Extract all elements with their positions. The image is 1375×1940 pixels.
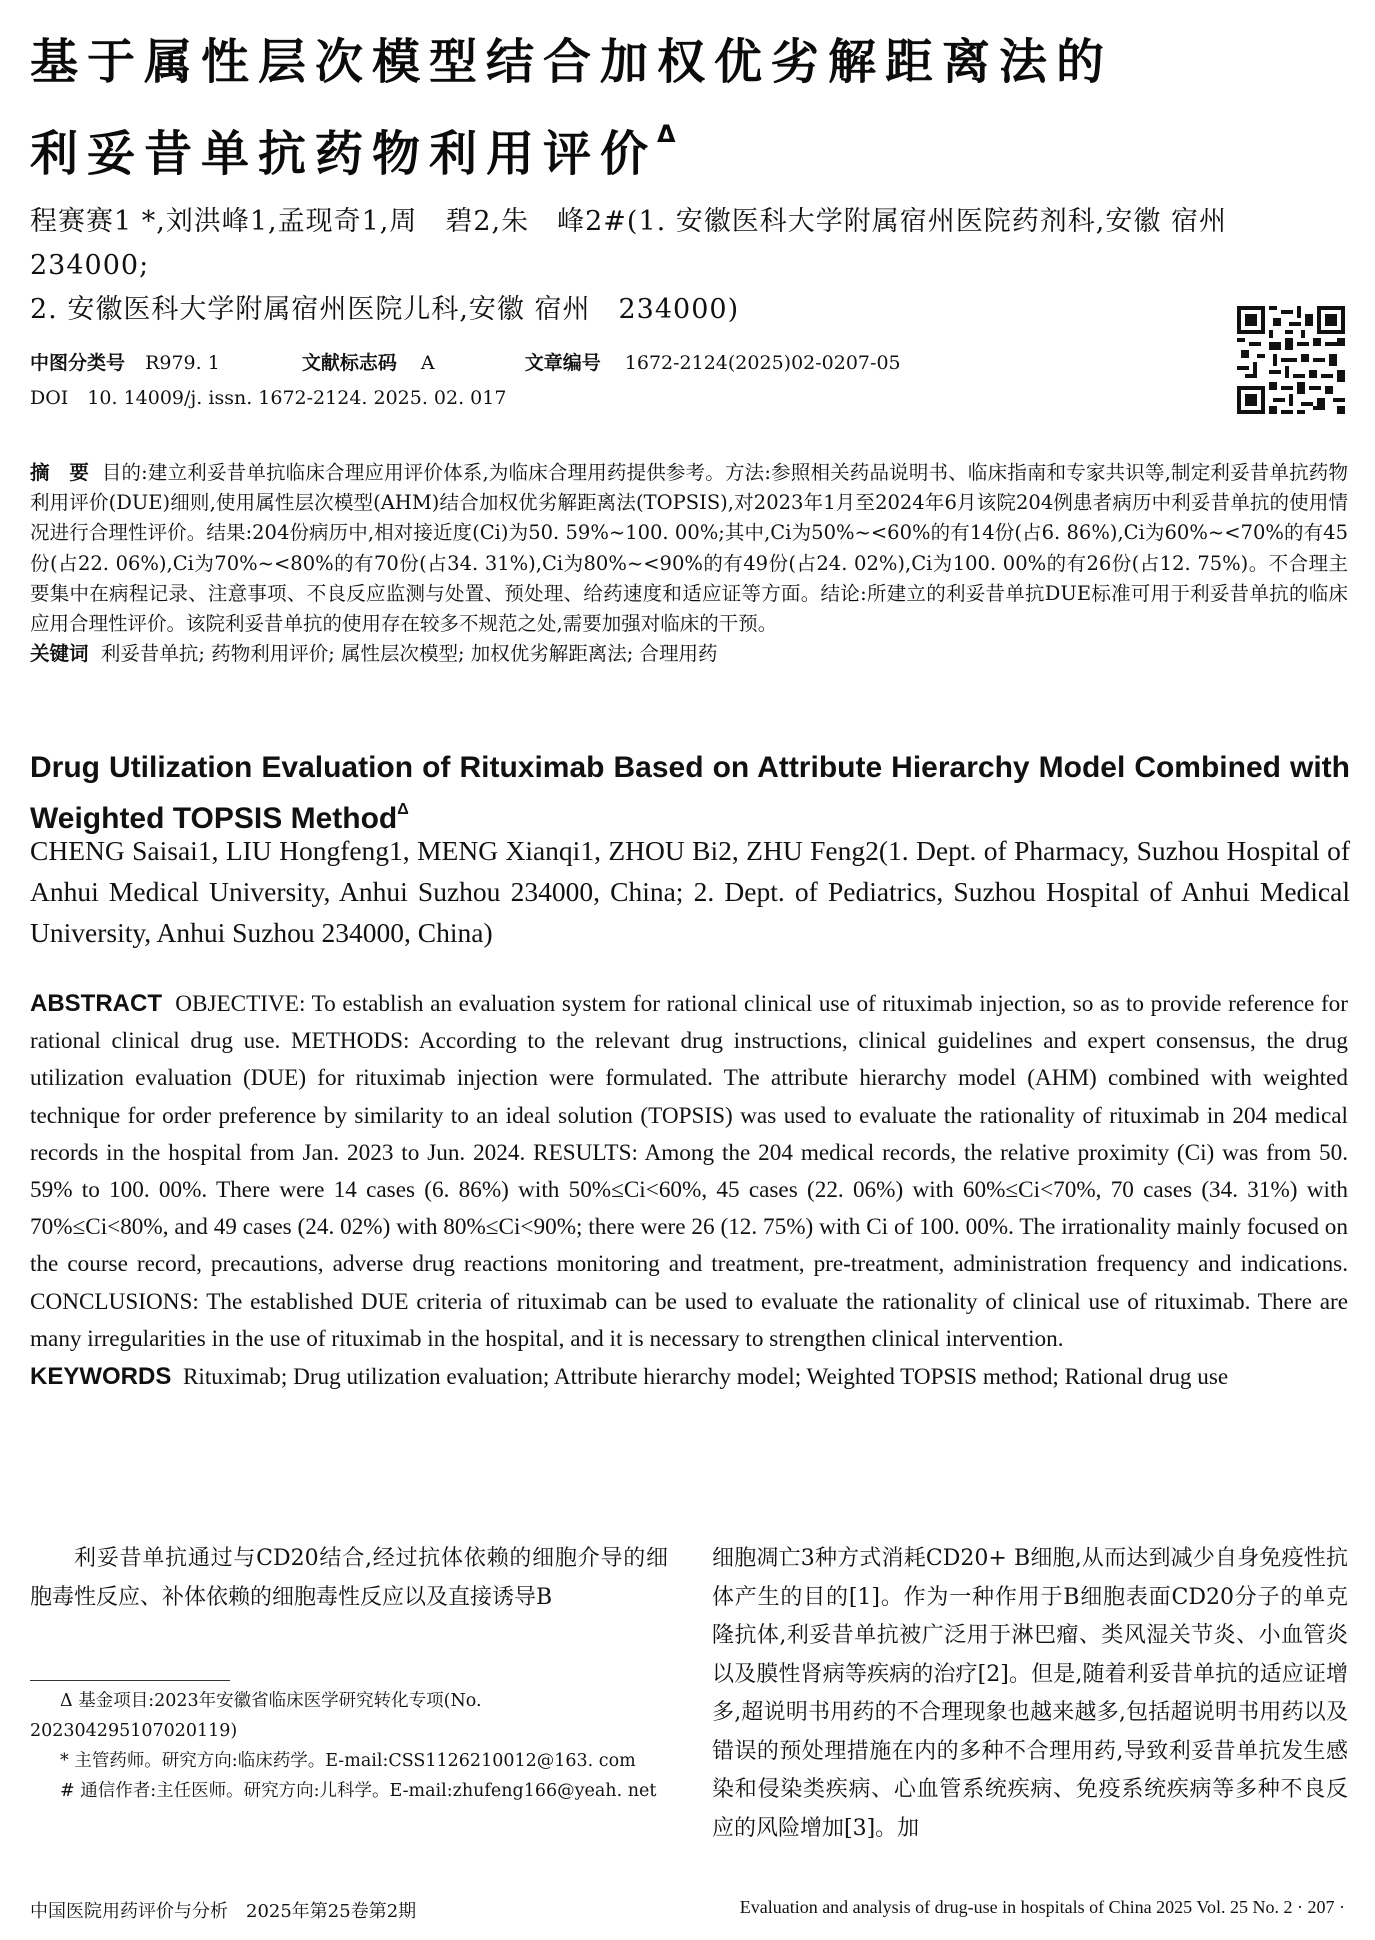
title-fund-mark: Δ — [657, 120, 676, 148]
keywords-en — [30, 1358, 1348, 1396]
clc-label: 中图分类号 — [30, 352, 126, 374]
article-number-label: 文章编号 — [524, 352, 601, 374]
abstract-en-label: ABSTRACT — [30, 990, 162, 1017]
qr-code-icon — [1237, 306, 1345, 414]
abstract-cn — [30, 458, 1348, 669]
authors-cn-line2: 2. 安徽医科大学附属宿州医院儿科,安徽 宿州 234000) — [30, 294, 740, 325]
article-title-en: Drug Utilization Evaluation of Rituximab Based on Attribute Hierarchy Model Combined with Weighted TOPSIS Method$^\Delta$ — [30, 751, 1350, 835]
keywords-cn-text: 利妥昔单抗; 药物利用评价; 属性层次模型; 加权优劣解距离法; 合理用药 — [100, 642, 718, 666]
footnote-divider — [30, 1680, 230, 1681]
clc-value: R979. 1 — [145, 352, 220, 374]
keywords-cn-label: 关键词 — [30, 642, 89, 666]
keywords-en-label: KEYWORDS — [30, 1363, 172, 1391]
title-cn-line2: 利妥昔单抗药物利用评价$^\Delta$ — [30, 120, 676, 182]
doi: DOI 10. 14009/j. issn. 1672-2124. 2025. 02. 017 — [30, 387, 507, 409]
abstract-cn-text: 目的:建立利妥昔单抗临床合理应用评价体系,为临床合理用药提供参考。方法:参照相关药品说明书、临床指南和专家共识等,制定利妥昔单抗药物利用评价(DUE)细则,使用属性层次模型(AHM)结合加权优劣解距离法(TOPSIS),对2023年1月至2024年6月该院204例患者病历中利妥昔单抗的使用情况进行合理性评价。结果:204份病历中,相对接近度(Ci)为50. 59%~100. 00%;其中,Ci为50%~<60%的有14份(占6. 86%),Ci为60%~<70%的有45份(占22. 06%),Ci为70%~<80%的有70份(占34. 31%),Ci为80%~<90%的有49份(占24. 02%),Ci为100. 00%的有26份(占12. 75%)。不合理主要集中在病程记录、注意事项、不良反应监测与处置、预处理、给药速度和适应证等方面。结论:所建立的利妥昔单抗DUE标准可用于利妥昔单抗的临床应用合理性评价。该院利妥昔单抗的使用存在较多不规范之处,需要加强对临床的干预。 — [30, 461, 1348, 636]
abstract-en — [30, 985, 1348, 1396]
title-en-fund-mark: Δ — [397, 801, 409, 818]
footnotes — [30, 1686, 668, 1806]
doc-code-value: A — [420, 352, 435, 374]
abstract-en-text: OBJECTIVE: To establish an evaluation system for rational clinical use of rituximab injection, so as to provide reference for rational clinical drug use. METHODS: According to the relevant drug instructions, clinical guidelines and expert consensus, the drug utilization evaluation (DUE) for rituximab injection were formulated. The attribute hierarchy model (AHM) combined with weighted technique for order preference by similarity to an ideal solution (TOPSIS) was used to evaluate the rationality of rituximab in 204 medical records in the hospital from Jan. 2023 to Jun. 2024. RESULTS: Among the 204 medical records, the relative proximity (Ci) was from 50. 59% to 100. 00%. There were 14 cases (6. 86%) with 50%≤Ci<60%, 45 cases (22. 06%) with 60%≤Ci<70%, 70 cases (34. 31%) with 70%≤Ci<80%, and 49 cases (24. 02%) with 80%≤Ci<90%; there were 26 (12. 75%) with Ci of 100. 00%. The irrationality mainly focused on the course record, precautions, adverse drug reactions monitoring and treatment, pre-treatment, administration frequency and indications. CONCLUSIONS: The established DUE criteria of rituximab can be used to evaluate the rationality of clinical use of rituximab. There are many irregularities in the use of rituximab in the hospital, and it is necessary to strengthen clinical intervention. — [30, 991, 1348, 1352]
authors-cn — [30, 200, 1350, 332]
title-cn-line1: 基于属性层次模型结合加权优劣解距离法的 — [30, 34, 1114, 90]
footnote-author: * 主管药师。研究方向:临床药学。E-mail:CSS1126210012@163. com — [60, 1751, 636, 1771]
authors-en: CHENG Saisai1, LIU Hongfeng1, MENG Xianqi1, ZHOU Bi2, ZHU Feng2(1. Dept. of Pharmacy, Suzhou Hospital of Anhui Medical University, Anhui Suzhou 234000, China; 2. Dept. of Pediatrics, Suzhou Hospital of Anhui Medical University, Anhui Suzhou 234000, China) — [30, 835, 1350, 948]
keywords-cn — [30, 639, 1348, 669]
journal-footer-en: Evaluation and analysis of drug-use in hospitals of China 2025 Vol. 25 No. 2 · 207 · — [739, 1897, 1345, 1917]
abstract-cn-label: 摘 要 — [30, 461, 90, 484]
keywords-en-text: Rituximab; Drug utilization evaluation; Attribute hierarchy model; Weighted TOPSIS method; Rational drug use — [182, 1364, 1229, 1391]
article-title-cn — [30, 26, 1350, 190]
footnote-fund: Δ 基金项目:2023年安徽省临床医学研究转化专项(No. 202304295107020119) — [30, 1691, 482, 1741]
journal-footer-cn: 中国医院用药评价与分析 2025年第25卷第2期 — [30, 1901, 417, 1922]
footnote-corresponding: # 通信作者:主任医师。研究方向:儿科学。E-mail:zhufeng166@yeah. net — [60, 1781, 657, 1801]
body-right-column: 细胞凋亡3种方式消耗CD20+ B细胞,从而达到减少自身免疫性抗体产生的目的[1]。作为一种作用于B细胞表面CD20分子的单克隆抗体,利妥昔单抗被广泛用于淋巴瘤、类风湿关节炎、小血管炎以及膜性肾病等疾病的治疗[2]。但是,随着利妥昔单抗的适应证增多,超说明书用药的不合理现象也越来越多,包括超说明书用药以及错误的预处理措施在内的多种不合理用药,导致利妥昔单抗发生感染和侵染类疾病、心血管系统疾病、免疫系统疾病等多种不良反应的风险增加[3]。加 — [712, 1546, 1348, 1841]
article-number-value: 1672-2124(2025)02-0207-05 — [624, 352, 901, 374]
classification-line — [30, 348, 901, 378]
doc-code-label: 文献标志码 — [301, 352, 397, 374]
body-left-column: 利妥昔单抗通过与CD20结合,经过抗体依赖的细胞介导的细胞毒性反应、补体依赖的细胞毒性反应以及直接诱导B — [30, 1546, 668, 1610]
authors-cn-line1: 程赛赛1 *,刘洪峰1,孟现奇1,周 碧2,朱 峰2#(1. 安徽医科大学附属宿州医院药剂科,安徽 宿州 234000; — [30, 206, 1255, 281]
